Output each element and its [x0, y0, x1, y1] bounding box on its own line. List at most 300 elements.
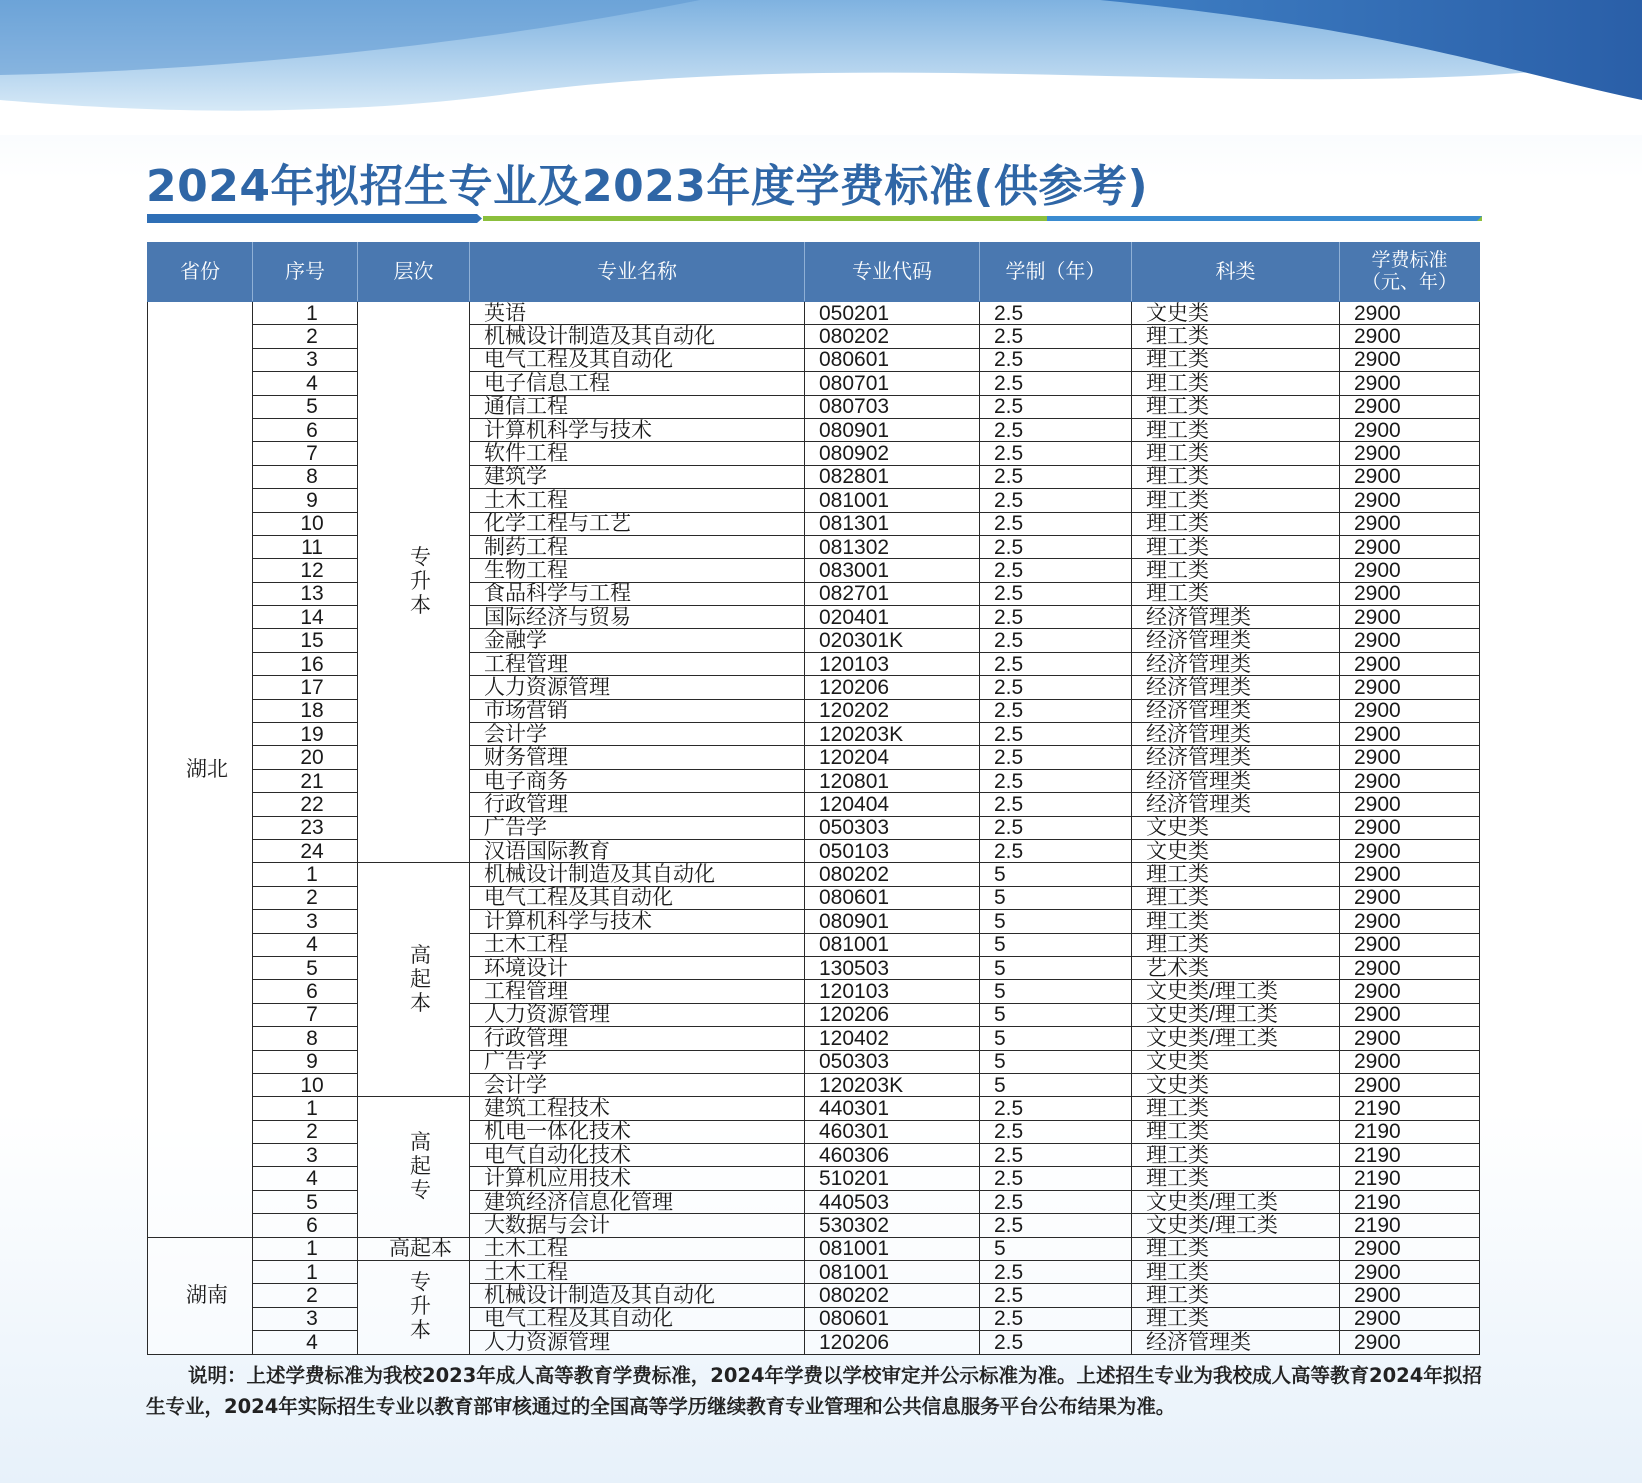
cell-seq: 2 [253, 1284, 358, 1307]
cell-fee: 2900 [1340, 839, 1480, 862]
cell-major: 行政管理 [470, 793, 805, 816]
cell-seq: 16 [253, 652, 358, 675]
cell-major: 计算机科学与技术 [470, 910, 805, 933]
cell-fee: 2900 [1340, 1261, 1480, 1284]
cell-level [358, 302, 470, 863]
cell-years: 2.5 [980, 676, 1132, 699]
cell-years: 2.5 [980, 582, 1132, 605]
cell-code: 440301 [805, 1097, 980, 1120]
cell-seq: 1 [253, 302, 358, 325]
cell-category: 理工类 [1132, 933, 1340, 956]
header-category: 科类 [1132, 243, 1340, 302]
cell-seq: 1 [253, 863, 358, 886]
cell-years: 2.5 [980, 302, 1132, 325]
cell-code: 080902 [805, 442, 980, 465]
cell-seq: 3 [253, 1144, 358, 1167]
cell-level-label: 高起专 [410, 1130, 431, 1202]
cell-years: 2.5 [980, 816, 1132, 839]
cell-category: 经济管理类 [1132, 606, 1340, 629]
cell-category: 理工类 [1132, 442, 1340, 465]
header-level: 层次 [358, 243, 470, 302]
cell-seq: 22 [253, 793, 358, 816]
cell-major: 广告学 [470, 1050, 805, 1073]
table-row [148, 418, 1480, 441]
cell-fee: 2900 [1340, 606, 1480, 629]
cell-code: 080701 [805, 372, 980, 395]
title-underline-bar [147, 214, 1482, 223]
cell-fee: 2900 [1340, 1003, 1480, 1026]
cell-category: 理工类 [1132, 886, 1340, 909]
cell-seq: 5 [253, 395, 358, 418]
table-row [148, 1284, 1480, 1307]
cell-fee: 2900 [1340, 535, 1480, 558]
cell-major: 人力资源管理 [470, 676, 805, 699]
cell-category: 文史类/理工类 [1132, 1027, 1340, 1050]
table-row [148, 1144, 1480, 1167]
cell-years: 2.5 [980, 512, 1132, 535]
cell-seq: 18 [253, 699, 358, 722]
cell-major: 计算机应用技术 [470, 1167, 805, 1190]
cell-major: 机械设计制造及其自动化 [470, 1284, 805, 1307]
cell-code: 120206 [805, 1003, 980, 1026]
cell-years: 5 [980, 886, 1132, 909]
cell-level-label: 高起本 [389, 1237, 452, 1261]
cell-years: 2.5 [980, 325, 1132, 348]
page-title: 2024年拟招生专业及2023年度学费标准(供参考) [146, 161, 1149, 212]
cell-years: 2.5 [980, 723, 1132, 746]
cell-years: 2.5 [980, 1214, 1132, 1237]
cell-major: 行政管理 [470, 1027, 805, 1050]
cell-seq: 13 [253, 582, 358, 605]
cell-category: 理工类 [1132, 1167, 1340, 1190]
table-row [148, 793, 1480, 816]
cell-seq: 3 [253, 348, 358, 371]
cell-fee: 2900 [1340, 816, 1480, 839]
cell-level [358, 1097, 470, 1237]
cell-seq: 11 [253, 535, 358, 558]
cell-fee: 2900 [1340, 1027, 1480, 1050]
cell-fee: 2900 [1340, 723, 1480, 746]
cell-code: 080601 [805, 886, 980, 909]
cell-years: 2.5 [980, 746, 1132, 769]
header-fee-label: 学费标准（元、年） [1361, 250, 1457, 293]
cell-code: 080901 [805, 910, 980, 933]
cell-code: 130503 [805, 956, 980, 979]
header-years: 学制（年） [980, 243, 1132, 302]
cell-province: 湖北 [148, 302, 253, 1238]
cell-years: 2.5 [980, 395, 1132, 418]
table-row [148, 839, 1480, 862]
table-row [148, 1073, 1480, 1096]
cell-fee: 2900 [1340, 956, 1480, 979]
table-row [148, 348, 1480, 371]
cell-category: 经济管理类 [1132, 699, 1340, 722]
cell-category: 理工类 [1132, 395, 1340, 418]
table-row [148, 933, 1480, 956]
cell-code: 080601 [805, 1307, 980, 1330]
cell-major: 汉语国际教育 [470, 839, 805, 862]
cell-years: 5 [980, 956, 1132, 979]
cell-code: 081001 [805, 1261, 980, 1284]
cell-seq: 5 [253, 1190, 358, 1213]
cell-seq: 2 [253, 1120, 358, 1143]
table-row [148, 723, 1480, 746]
cell-code: 120203K [805, 1073, 980, 1096]
cell-major: 软件工程 [470, 442, 805, 465]
cell-fee: 2190 [1340, 1097, 1480, 1120]
cell-years: 5 [980, 980, 1132, 1003]
cell-category: 理工类 [1132, 910, 1340, 933]
cell-code: 440503 [805, 1190, 980, 1213]
table-row [148, 1307, 1480, 1330]
cell-years: 2.5 [980, 606, 1132, 629]
cell-category: 理工类 [1132, 863, 1340, 886]
cell-years: 2.5 [980, 1331, 1132, 1354]
cell-years: 5 [980, 1237, 1132, 1260]
cell-fee: 2900 [1340, 395, 1480, 418]
cell-code: 120801 [805, 769, 980, 792]
cell-major: 通信工程 [470, 395, 805, 418]
header-seq: 序号 [253, 243, 358, 302]
cell-fee: 2900 [1340, 676, 1480, 699]
cell-major: 人力资源管理 [470, 1003, 805, 1026]
header-wave-decoration [0, 0, 1642, 135]
cell-years: 2.5 [980, 699, 1132, 722]
cell-fee: 2900 [1340, 1284, 1480, 1307]
cell-major: 金融学 [470, 629, 805, 652]
cell-seq: 2 [253, 886, 358, 909]
cell-seq: 4 [253, 1331, 358, 1354]
cell-seq: 1 [253, 1097, 358, 1120]
cell-level-label: 高起本 [410, 943, 431, 1015]
header-code: 专业代码 [805, 243, 980, 302]
cell-major: 工程管理 [470, 652, 805, 675]
cell-major: 建筑工程技术 [470, 1097, 805, 1120]
cell-fee: 2900 [1340, 465, 1480, 488]
cell-category: 理工类 [1132, 1284, 1340, 1307]
table-row [148, 816, 1480, 839]
cell-code: 050303 [805, 816, 980, 839]
cell-years: 5 [980, 1003, 1132, 1026]
cell-major: 机械设计制造及其自动化 [470, 325, 805, 348]
cell-fee: 2900 [1340, 863, 1480, 886]
cell-major: 化学工程与工艺 [470, 512, 805, 535]
cell-major: 计算机科学与技术 [470, 418, 805, 441]
cell-years: 2.5 [980, 1261, 1132, 1284]
cell-category: 理工类 [1132, 1261, 1340, 1284]
cell-seq: 21 [253, 769, 358, 792]
cell-major: 电子商务 [470, 769, 805, 792]
header-major: 专业名称 [470, 243, 805, 302]
cell-seq: 14 [253, 606, 358, 629]
cell-seq: 3 [253, 910, 358, 933]
cell-seq: 4 [253, 933, 358, 956]
cell-fee: 2900 [1340, 1331, 1480, 1354]
cell-category: 理工类 [1132, 535, 1340, 558]
cell-seq: 5 [253, 956, 358, 979]
cell-category: 理工类 [1132, 372, 1340, 395]
cell-code: 082701 [805, 582, 980, 605]
cell-code: 081301 [805, 512, 980, 535]
table-row [148, 1214, 1480, 1237]
cell-fee: 2900 [1340, 699, 1480, 722]
cell-years: 5 [980, 933, 1132, 956]
cell-category: 文史类/理工类 [1132, 980, 1340, 1003]
table-row [148, 910, 1480, 933]
cell-seq: 12 [253, 559, 358, 582]
cell-fee: 2900 [1340, 1307, 1480, 1330]
cell-seq: 2 [253, 325, 358, 348]
cell-major: 国际经济与贸易 [470, 606, 805, 629]
cell-category: 文史类 [1132, 1073, 1340, 1096]
cell-code: 120103 [805, 652, 980, 675]
table-row [148, 302, 1480, 325]
cell-years: 5 [980, 863, 1132, 886]
cell-code: 020301K [805, 629, 980, 652]
cell-major: 电气工程及其自动化 [470, 348, 805, 371]
table-row [148, 325, 1480, 348]
cell-code: 050303 [805, 1050, 980, 1073]
table-row [148, 582, 1480, 605]
cell-years: 2.5 [980, 652, 1132, 675]
table-row [148, 629, 1480, 652]
cell-major: 会计学 [470, 723, 805, 746]
cell-fee: 2900 [1340, 652, 1480, 675]
cell-category: 经济管理类 [1132, 746, 1340, 769]
table-row [148, 395, 1480, 418]
cell-seq: 9 [253, 1050, 358, 1073]
cell-seq: 6 [253, 980, 358, 1003]
cell-seq: 6 [253, 418, 358, 441]
table-row [148, 465, 1480, 488]
cell-category: 理工类 [1132, 1237, 1340, 1260]
cell-major: 电子信息工程 [470, 372, 805, 395]
cell-years: 2.5 [980, 1190, 1132, 1213]
cell-code: 120202 [805, 699, 980, 722]
cell-code: 020401 [805, 606, 980, 629]
cell-fee: 2190 [1340, 1214, 1480, 1237]
cell-years: 2.5 [980, 839, 1132, 862]
cell-fee: 2190 [1340, 1167, 1480, 1190]
cell-province: 湖南 [148, 1237, 253, 1354]
cell-category: 理工类 [1132, 348, 1340, 371]
cell-level [358, 1261, 470, 1355]
table-row [148, 1190, 1480, 1213]
cell-major: 市场营销 [470, 699, 805, 722]
cell-major: 生物工程 [470, 559, 805, 582]
table-row [148, 535, 1480, 558]
table-row [148, 863, 1480, 886]
cell-years: 5 [980, 1027, 1132, 1050]
cell-years: 2.5 [980, 769, 1132, 792]
cell-code: 082801 [805, 465, 980, 488]
cell-fee: 2900 [1340, 1050, 1480, 1073]
cell-major: 机械设计制造及其自动化 [470, 863, 805, 886]
header-province: 省份 [148, 243, 253, 302]
cell-level-label: 专升本 [410, 1271, 431, 1343]
cell-category: 理工类 [1132, 1097, 1340, 1120]
cell-major: 土木工程 [470, 933, 805, 956]
cell-fee: 2900 [1340, 348, 1480, 371]
cell-category: 理工类 [1132, 512, 1340, 535]
cell-code: 120402 [805, 1027, 980, 1050]
cell-code: 120206 [805, 676, 980, 699]
cell-category: 文史类/理工类 [1132, 1003, 1340, 1026]
cell-code: 081001 [805, 933, 980, 956]
cell-fee: 2900 [1340, 302, 1480, 325]
table-body [148, 302, 1480, 1355]
cell-fee: 2900 [1340, 559, 1480, 582]
cell-category: 文史类/理工类 [1132, 1190, 1340, 1213]
cell-major: 人力资源管理 [470, 1331, 805, 1354]
cell-seq: 1 [253, 1237, 358, 1260]
cell-code: 081001 [805, 489, 980, 512]
table-row [148, 512, 1480, 535]
header-fee [1340, 243, 1480, 302]
cell-code: 081001 [805, 1237, 980, 1260]
cell-category: 理工类 [1132, 418, 1340, 441]
cell-category: 文史类/理工类 [1132, 1214, 1340, 1237]
cell-code: 080901 [805, 418, 980, 441]
cell-major: 工程管理 [470, 980, 805, 1003]
table-header-row [148, 243, 1480, 302]
cell-code: 080202 [805, 863, 980, 886]
cell-code: 080703 [805, 395, 980, 418]
cell-fee: 2190 [1340, 1190, 1480, 1213]
cell-seq: 7 [253, 1003, 358, 1026]
cell-code: 050103 [805, 839, 980, 862]
cell-code: 120204 [805, 746, 980, 769]
cell-years: 2.5 [980, 1167, 1132, 1190]
cell-fee: 2900 [1340, 933, 1480, 956]
table-row [148, 1027, 1480, 1050]
table-row [148, 1097, 1480, 1120]
cell-category: 文史类 [1132, 839, 1340, 862]
cell-fee: 2900 [1340, 512, 1480, 535]
cell-seq: 9 [253, 489, 358, 512]
cell-major: 土木工程 [470, 1261, 805, 1284]
cell-years: 2.5 [980, 559, 1132, 582]
cell-fee: 2190 [1340, 1120, 1480, 1143]
cell-seq: 23 [253, 816, 358, 839]
cell-seq: 19 [253, 723, 358, 746]
table-row [148, 1261, 1480, 1284]
cell-seq: 7 [253, 442, 358, 465]
cell-years: 2.5 [980, 1120, 1132, 1143]
cell-seq: 8 [253, 1027, 358, 1050]
cell-major: 大数据与会计 [470, 1214, 805, 1237]
cell-major: 建筑经济信息化管理 [470, 1190, 805, 1213]
cell-major: 食品科学与工程 [470, 582, 805, 605]
cell-seq: 1 [253, 1261, 358, 1284]
cell-major: 土木工程 [470, 1237, 805, 1260]
table-row [148, 652, 1480, 675]
cell-fee: 2900 [1340, 442, 1480, 465]
cell-seq: 8 [253, 465, 358, 488]
cell-major: 机电一体化技术 [470, 1120, 805, 1143]
cell-code: 120203K [805, 723, 980, 746]
cell-major: 英语 [470, 302, 805, 325]
cell-category: 理工类 [1132, 1307, 1340, 1330]
cell-category: 理工类 [1132, 559, 1340, 582]
cell-major: 电气工程及其自动化 [470, 1307, 805, 1330]
cell-category: 理工类 [1132, 325, 1340, 348]
cell-fee: 2900 [1340, 325, 1480, 348]
cell-years: 2.5 [980, 372, 1132, 395]
cell-code: 080202 [805, 1284, 980, 1307]
cell-years: 5 [980, 910, 1132, 933]
cell-fee: 2900 [1340, 489, 1480, 512]
cell-seq: 20 [253, 746, 358, 769]
cell-fee: 2900 [1340, 910, 1480, 933]
table-row [148, 676, 1480, 699]
cell-category: 理工类 [1132, 465, 1340, 488]
cell-seq: 3 [253, 1307, 358, 1330]
cell-code: 120103 [805, 980, 980, 1003]
cell-category: 文史类 [1132, 1050, 1340, 1073]
cell-seq: 10 [253, 512, 358, 535]
cell-years: 2.5 [980, 489, 1132, 512]
cell-years: 2.5 [980, 793, 1132, 816]
cell-major: 土木工程 [470, 489, 805, 512]
table-row [148, 606, 1480, 629]
cell-level [358, 1237, 470, 1260]
cell-seq: 24 [253, 839, 358, 862]
cell-category: 经济管理类 [1132, 1331, 1340, 1354]
cell-major: 电气自动化技术 [470, 1144, 805, 1167]
cell-code: 120404 [805, 793, 980, 816]
cell-code: 080601 [805, 348, 980, 371]
footnote: 说明：上述学费标准为我校2023年成人高等教育学费标准，2024年学费以学校审定并公示标准为准。上述招生专业为我校成人高等教育2024年拟招生专业，2024年实际招生专业以教育部审核通过的全国高等学历继续教育专业管理和公共信息服务平台公布结果为准。 [146, 1364, 1482, 1418]
table-row [148, 372, 1480, 395]
cell-years: 2.5 [980, 418, 1132, 441]
cell-years: 2.5 [980, 1307, 1132, 1330]
table-row [148, 442, 1480, 465]
cell-seq: 10 [253, 1073, 358, 1096]
cell-category: 经济管理类 [1132, 793, 1340, 816]
cell-fee: 2900 [1340, 1237, 1480, 1260]
cell-years: 2.5 [980, 1097, 1132, 1120]
cell-category: 经济管理类 [1132, 652, 1340, 675]
fee-table [147, 242, 1480, 1355]
cell-fee: 2900 [1340, 1073, 1480, 1096]
cell-major: 制药工程 [470, 535, 805, 558]
cell-major: 广告学 [470, 816, 805, 839]
cell-fee: 2190 [1340, 1144, 1480, 1167]
cell-code: 050201 [805, 302, 980, 325]
table-row [148, 956, 1480, 979]
table-row [148, 746, 1480, 769]
table-row [148, 886, 1480, 909]
table-row [148, 1331, 1480, 1354]
cell-category: 理工类 [1132, 582, 1340, 605]
cell-category: 理工类 [1132, 1120, 1340, 1143]
cell-fee: 2900 [1340, 793, 1480, 816]
cell-category: 理工类 [1132, 489, 1340, 512]
cell-category: 文史类 [1132, 816, 1340, 839]
cell-seq: 4 [253, 1167, 358, 1190]
cell-major: 建筑学 [470, 465, 805, 488]
cell-years: 2.5 [980, 442, 1132, 465]
cell-code: 530302 [805, 1214, 980, 1237]
table-row [148, 1003, 1480, 1026]
table-row [148, 980, 1480, 1003]
table-row [148, 1167, 1480, 1190]
table-row [148, 559, 1480, 582]
cell-fee: 2900 [1340, 372, 1480, 395]
cell-level-label: 专升本 [410, 546, 431, 618]
cell-code: 510201 [805, 1167, 980, 1190]
